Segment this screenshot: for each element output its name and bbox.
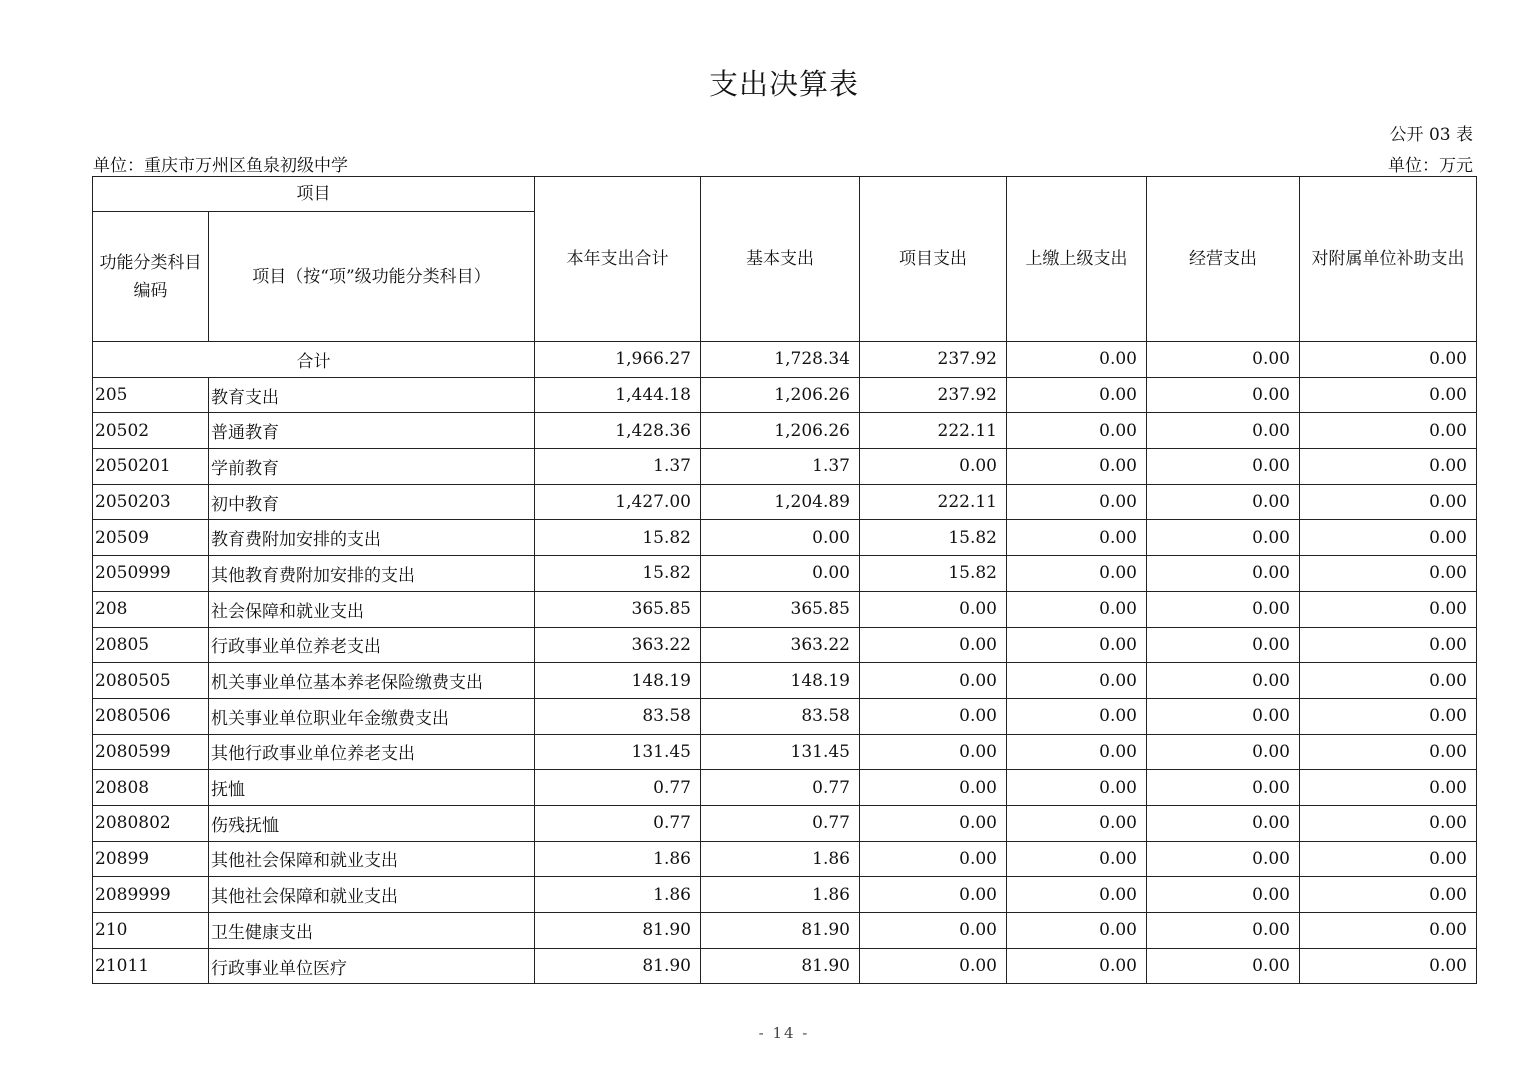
item-name-cell: 其他社会保障和就业支出 <box>209 877 535 913</box>
item-name-cell: 其他教育费附加安排的支出 <box>209 556 535 592</box>
amount-cell: 0.00 <box>1007 627 1147 663</box>
amount-cell: 0.00 <box>1300 805 1477 841</box>
amount-cell: 0.00 <box>1300 591 1477 627</box>
function-code-cell: 2050999 <box>93 556 209 592</box>
amount-cell: 0.00 <box>1300 377 1477 413</box>
amount-cell: 0.00 <box>701 520 860 556</box>
amount-cell: 0.00 <box>1147 948 1300 984</box>
header-total: 本年支出合计 <box>535 177 701 342</box>
function-code-cell: 20808 <box>93 770 209 806</box>
amount-cell: 222.11 <box>860 413 1007 449</box>
amount-cell: 1,427.00 <box>535 484 701 520</box>
table-row <box>93 698 1477 734</box>
function-code-cell: 20502 <box>93 413 209 449</box>
amount-cell: 0.00 <box>1147 449 1300 485</box>
function-code-cell: 2050203 <box>93 484 209 520</box>
amount-cell: 0.00 <box>1147 913 1300 949</box>
table-row <box>93 449 1477 485</box>
table-row <box>93 484 1477 520</box>
amount-cell: 0.00 <box>1300 841 1477 877</box>
amount-cell: 0.00 <box>1007 877 1147 913</box>
header-business: 经营支出 <box>1147 177 1300 342</box>
header-upper: 上缴上级支出 <box>1007 177 1147 342</box>
amount-cell: 0.77 <box>535 805 701 841</box>
item-name-cell: 机关事业单位职业年金缴费支出 <box>209 698 535 734</box>
amount-cell: 0.00 <box>1147 877 1300 913</box>
table-row <box>93 948 1477 984</box>
amount-cell: 0.00 <box>1007 663 1147 699</box>
currency-unit: 单位：万元 <box>1388 156 1473 176</box>
amount-cell: 0.00 <box>860 449 1007 485</box>
table-row <box>93 841 1477 877</box>
amount-cell: 0.00 <box>1147 520 1300 556</box>
header-name: 项目（按“项”级功能分类科目） <box>209 212 535 342</box>
amount-cell: 0.00 <box>1007 841 1147 877</box>
amount-cell: 0.00 <box>860 591 1007 627</box>
item-name-cell: 抚恤 <box>209 770 535 806</box>
amount-cell: 0.00 <box>1147 413 1300 449</box>
header-row <box>93 177 1477 212</box>
table-row <box>93 805 1477 841</box>
item-name-cell: 社会保障和就业支出 <box>209 591 535 627</box>
item-name-cell: 初中教育 <box>209 484 535 520</box>
function-code-cell: 2080599 <box>93 734 209 770</box>
amount-cell: 237.92 <box>860 377 1007 413</box>
amount-cell: 83.58 <box>701 698 860 734</box>
amount-cell: 0.00 <box>860 734 1007 770</box>
page-title: 支出决算表 <box>708 67 859 101</box>
table-row <box>93 913 1477 949</box>
table-row <box>93 377 1477 413</box>
amount-cell: 15.82 <box>535 520 701 556</box>
table-row <box>93 520 1477 556</box>
amount-cell: 0.00 <box>1007 591 1147 627</box>
item-name-cell: 教育费附加安排的支出 <box>209 520 535 556</box>
item-name-cell: 学前教育 <box>209 449 535 485</box>
item-name-cell: 机关事业单位基本养老保险缴费支出 <box>209 663 535 699</box>
total-label: 合计 <box>93 342 535 378</box>
amount-cell: 0.00 <box>1147 627 1300 663</box>
amount-cell: 0.77 <box>701 805 860 841</box>
amount-cell: 15.82 <box>535 556 701 592</box>
amount-cell: 0.00 <box>1300 913 1477 949</box>
function-code-cell: 2080505 <box>93 663 209 699</box>
amount-cell: 0.00 <box>1300 948 1477 984</box>
function-code-cell: 20899 <box>93 841 209 877</box>
amount-cell: 0.00 <box>1007 377 1147 413</box>
table-row <box>93 627 1477 663</box>
item-name-cell: 行政事业单位养老支出 <box>209 627 535 663</box>
amount-cell: 0.00 <box>1007 770 1147 806</box>
amount-cell: 83.58 <box>535 698 701 734</box>
amount-cell: 1,444.18 <box>535 377 701 413</box>
item-name-cell: 其他行政事业单位养老支出 <box>209 734 535 770</box>
table-row <box>93 556 1477 592</box>
amount-cell: 0.00 <box>1007 734 1147 770</box>
amount-cell: 148.19 <box>535 663 701 699</box>
amount-cell: 15.82 <box>860 556 1007 592</box>
amount-cell: 0.00 <box>1300 877 1477 913</box>
amount-cell: 0.00 <box>701 556 860 592</box>
amount-cell: 0.00 <box>1147 484 1300 520</box>
total-cell: 1,728.34 <box>701 342 860 378</box>
amount-cell: 0.00 <box>1007 484 1147 520</box>
function-code-cell: 210 <box>93 913 209 949</box>
item-name-cell: 普通教育 <box>209 413 535 449</box>
amount-cell: 0.00 <box>1007 413 1147 449</box>
amount-cell: 0.00 <box>1300 734 1477 770</box>
amount-cell: 0.00 <box>1007 556 1147 592</box>
function-code-cell: 2050201 <box>93 449 209 485</box>
amount-cell: 0.00 <box>1300 770 1477 806</box>
amount-cell: 1.37 <box>701 449 860 485</box>
table-row <box>93 663 1477 699</box>
amount-cell: 1.86 <box>535 841 701 877</box>
form-number: 公开 03 表 <box>1389 125 1473 145</box>
header-basic: 基本支出 <box>701 177 860 342</box>
amount-cell: 0.00 <box>1300 484 1477 520</box>
header-project-group: 项目 <box>93 177 535 212</box>
amount-cell: 0.77 <box>701 770 860 806</box>
amount-cell: 0.00 <box>1147 698 1300 734</box>
amount-cell: 0.00 <box>1007 449 1147 485</box>
amount-cell: 0.00 <box>1007 805 1147 841</box>
amount-cell: 0.00 <box>1007 948 1147 984</box>
amount-cell: 1,206.26 <box>701 413 860 449</box>
amount-cell: 1,204.89 <box>701 484 860 520</box>
amount-cell: 0.00 <box>1300 413 1477 449</box>
amount-cell: 363.22 <box>701 627 860 663</box>
amount-cell: 363.22 <box>535 627 701 663</box>
item-name-cell: 伤残抚恤 <box>209 805 535 841</box>
amount-cell: 0.00 <box>1300 627 1477 663</box>
amount-cell: 0.00 <box>1300 556 1477 592</box>
total-cell: 237.92 <box>860 342 1007 378</box>
function-code-cell: 205 <box>93 377 209 413</box>
amount-cell: 0.77 <box>535 770 701 806</box>
amount-cell: 1,206.26 <box>701 377 860 413</box>
amount-cell: 0.00 <box>1147 663 1300 699</box>
amount-cell: 0.00 <box>1147 556 1300 592</box>
amount-cell: 0.00 <box>860 948 1007 984</box>
table-row <box>93 591 1477 627</box>
expenditure-table <box>92 176 1477 984</box>
amount-cell: 0.00 <box>1147 734 1300 770</box>
amount-cell: 131.45 <box>701 734 860 770</box>
amount-cell: 0.00 <box>1147 805 1300 841</box>
total-cell: 0.00 <box>1300 342 1477 378</box>
amount-cell: 15.82 <box>860 520 1007 556</box>
amount-cell: 0.00 <box>1007 698 1147 734</box>
amount-cell: 1.37 <box>535 449 701 485</box>
amount-cell: 1.86 <box>535 877 701 913</box>
amount-cell: 222.11 <box>860 484 1007 520</box>
amount-cell: 0.00 <box>1147 377 1300 413</box>
function-code-cell: 20805 <box>93 627 209 663</box>
item-name-cell: 行政事业单位医疗 <box>209 948 535 984</box>
amount-cell: 0.00 <box>860 663 1007 699</box>
amount-cell: 81.90 <box>535 948 701 984</box>
reporting-unit: 单位：重庆市万州区鱼泉初级中学 <box>93 156 348 176</box>
amount-cell: 0.00 <box>1300 663 1477 699</box>
table-row <box>93 877 1477 913</box>
total-cell: 0.00 <box>1007 342 1147 378</box>
amount-cell: 0.00 <box>1300 449 1477 485</box>
amount-cell: 1.86 <box>701 877 860 913</box>
item-name-cell: 其他社会保障和就业支出 <box>209 841 535 877</box>
amount-cell: 81.90 <box>701 948 860 984</box>
amount-cell: 0.00 <box>860 627 1007 663</box>
amount-cell: 0.00 <box>1147 841 1300 877</box>
function-code-cell: 2080506 <box>93 698 209 734</box>
header-project: 项目支出 <box>860 177 1007 342</box>
amount-cell: 365.85 <box>535 591 701 627</box>
table-row <box>93 734 1477 770</box>
amount-cell: 0.00 <box>860 841 1007 877</box>
amount-cell: 0.00 <box>1007 520 1147 556</box>
page-number: - 14 - <box>758 1024 810 1042</box>
function-code-cell: 20509 <box>93 520 209 556</box>
amount-cell: 0.00 <box>860 770 1007 806</box>
table-row <box>93 413 1477 449</box>
amount-cell: 81.90 <box>535 913 701 949</box>
total-row <box>93 342 1477 378</box>
total-cell: 0.00 <box>1147 342 1300 378</box>
amount-cell: 0.00 <box>860 913 1007 949</box>
amount-cell: 0.00 <box>1147 770 1300 806</box>
function-code-cell: 21011 <box>93 948 209 984</box>
amount-cell: 1.86 <box>701 841 860 877</box>
header-subsidy: 对附属单位补助支出 <box>1300 177 1477 342</box>
amount-cell: 0.00 <box>860 805 1007 841</box>
function-code-cell: 2089999 <box>93 877 209 913</box>
header-code: 功能分类科目编码 <box>93 212 209 342</box>
amount-cell: 148.19 <box>701 663 860 699</box>
amount-cell: 1,428.36 <box>535 413 701 449</box>
function-code-cell: 208 <box>93 591 209 627</box>
amount-cell: 0.00 <box>1007 913 1147 949</box>
amount-cell: 0.00 <box>1300 698 1477 734</box>
amount-cell: 0.00 <box>1147 591 1300 627</box>
item-name-cell: 教育支出 <box>209 377 535 413</box>
amount-cell: 0.00 <box>860 877 1007 913</box>
amount-cell: 0.00 <box>1300 520 1477 556</box>
amount-cell: 131.45 <box>535 734 701 770</box>
function-code-cell: 2080802 <box>93 805 209 841</box>
amount-cell: 365.85 <box>701 591 860 627</box>
item-name-cell: 卫生健康支出 <box>209 913 535 949</box>
total-cell: 1,966.27 <box>535 342 701 378</box>
table-row <box>93 770 1477 806</box>
amount-cell: 81.90 <box>701 913 860 949</box>
amount-cell: 0.00 <box>860 698 1007 734</box>
